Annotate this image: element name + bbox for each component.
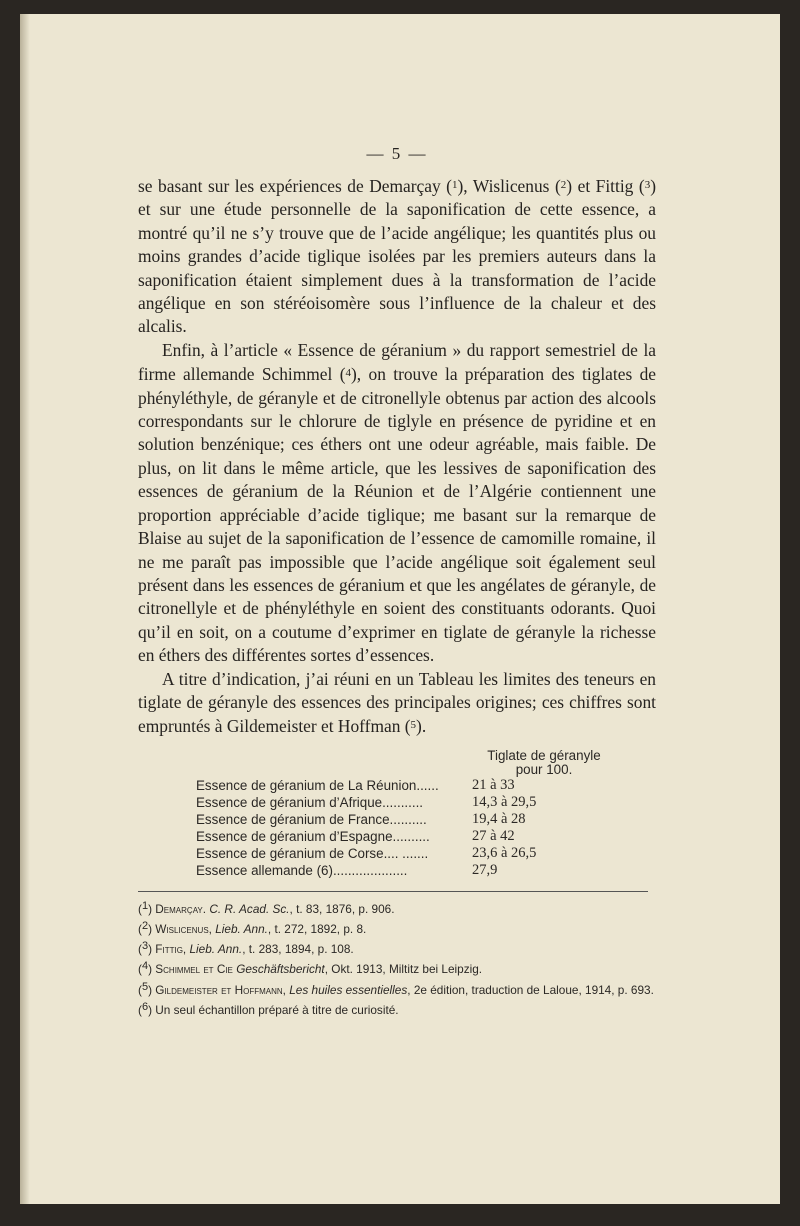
- footnote-3: ($^3$) Fittig, Lieb. Ann., t. 283, 1894, p. 108.: [138, 940, 354, 957]
- geranium-table: [138, 749, 656, 879]
- footnote-6: ($^6$) Un seul échantillon préparé à titre de curiosité.: [138, 1000, 399, 1017]
- table-row: Essence de géranium de Corse.... ....... 23,6 à 26,5: [196, 844, 537, 861]
- page-number: — 5 —: [366, 144, 428, 163]
- paragraph-1: se basant sur les expériences de Demarçay ($^1$), Wislicenus ($^2$) et Fittig ($^3$) et sur une étude personnelle de la saponification de cette essence, a montré qu’il ne s’y trouve que de l’acide angélique; les quantités plus ou moins grandes d’acide tiglique isolées par les premiers auteurs dans la saponification étaient simplement dues à la transformation de l’acide angélique en son stéréoisomère sous l’influence de la chaleur et des alcalis.: [138, 176, 657, 337]
- table-row: Essence de géranium de La Réunion...... 21 à 33: [196, 776, 515, 793]
- footnotes: [138, 898, 656, 1019]
- paragraph-2: Enfin, à l’article « Essence de géranium » du rapport semestriel de la firme allemande Schimmel ($^4$), on trouve la préparation des tiglates de phényléthyle, de géranyle et de citronellyle obtenus par action des alcools correspondants sur le chlorure de tiglyle en présence de pyridine et en solution benzénique; ces éthers ont une odeur agréable, mais faible. De plus, on lit dans le même article, que les lessives de saponification des essences de géranium de la Réunion et de l’Algérie contiennent une proportion appréciable d’acide tiglique; me basant sur la remarque de Blaise au sujet de la saponification de l’essence de camomille romaine, il ne me paraît pas impossible que l’acide angélique soit également seul présent dans les essences de géranium et que les angélates de géranyle, de citronellyle et de phényléthyle en soient des constituants odorants. Quoi qu’il en soit, on a coutume d’exprimer en tiglate de géranyle la richesse en éthers des différentes sortes d’essences.: [138, 339, 656, 666]
- paragraph-3: A titre d’indication, j’ai réuni en un Tableau les limites des teneurs en tiglate de géranyle des essences des principales origines; ces chiffres sont empruntés à Gildemeister et Hoffman ($^5$).: [138, 668, 656, 737]
- page-content: [138, 144, 656, 1019]
- table-header: Tiglate de géranyle pour 100.: [487, 747, 601, 777]
- book-page: [20, 14, 780, 1204]
- table-row: Essence allemande (6).................... 27,9: [196, 861, 498, 878]
- footnote-2: ($^2$) Wislicenus, Lieb. Ann., t. 272, 1892, p. 8.: [138, 919, 367, 936]
- table-row: Essence de géranium d’Afrique........... 14,3 à 29,5: [196, 793, 537, 810]
- footnote-1: ($^1$) Demarçay. C. R. Acad. Sc., t. 83, 1876, p. 906.: [138, 899, 395, 916]
- footnote-4: ($^4$) Schimmel et Cie Geschäftsbericht, Okt. 1913, Miltitz bei Leipzig.: [138, 960, 483, 977]
- table-row: Essence de géranium de France.......... 19,4 à 28: [196, 810, 526, 827]
- table-row: Essence de géranium d’Espagne.......... 27 à 42: [196, 827, 515, 844]
- footnote-divider: [138, 891, 648, 892]
- footnote-5: ($^5$) Gildemeister et Hoffmann, Les huiles essentielles, 2e édition, traduction de Laloue, 1914, p. 693.: [138, 980, 654, 997]
